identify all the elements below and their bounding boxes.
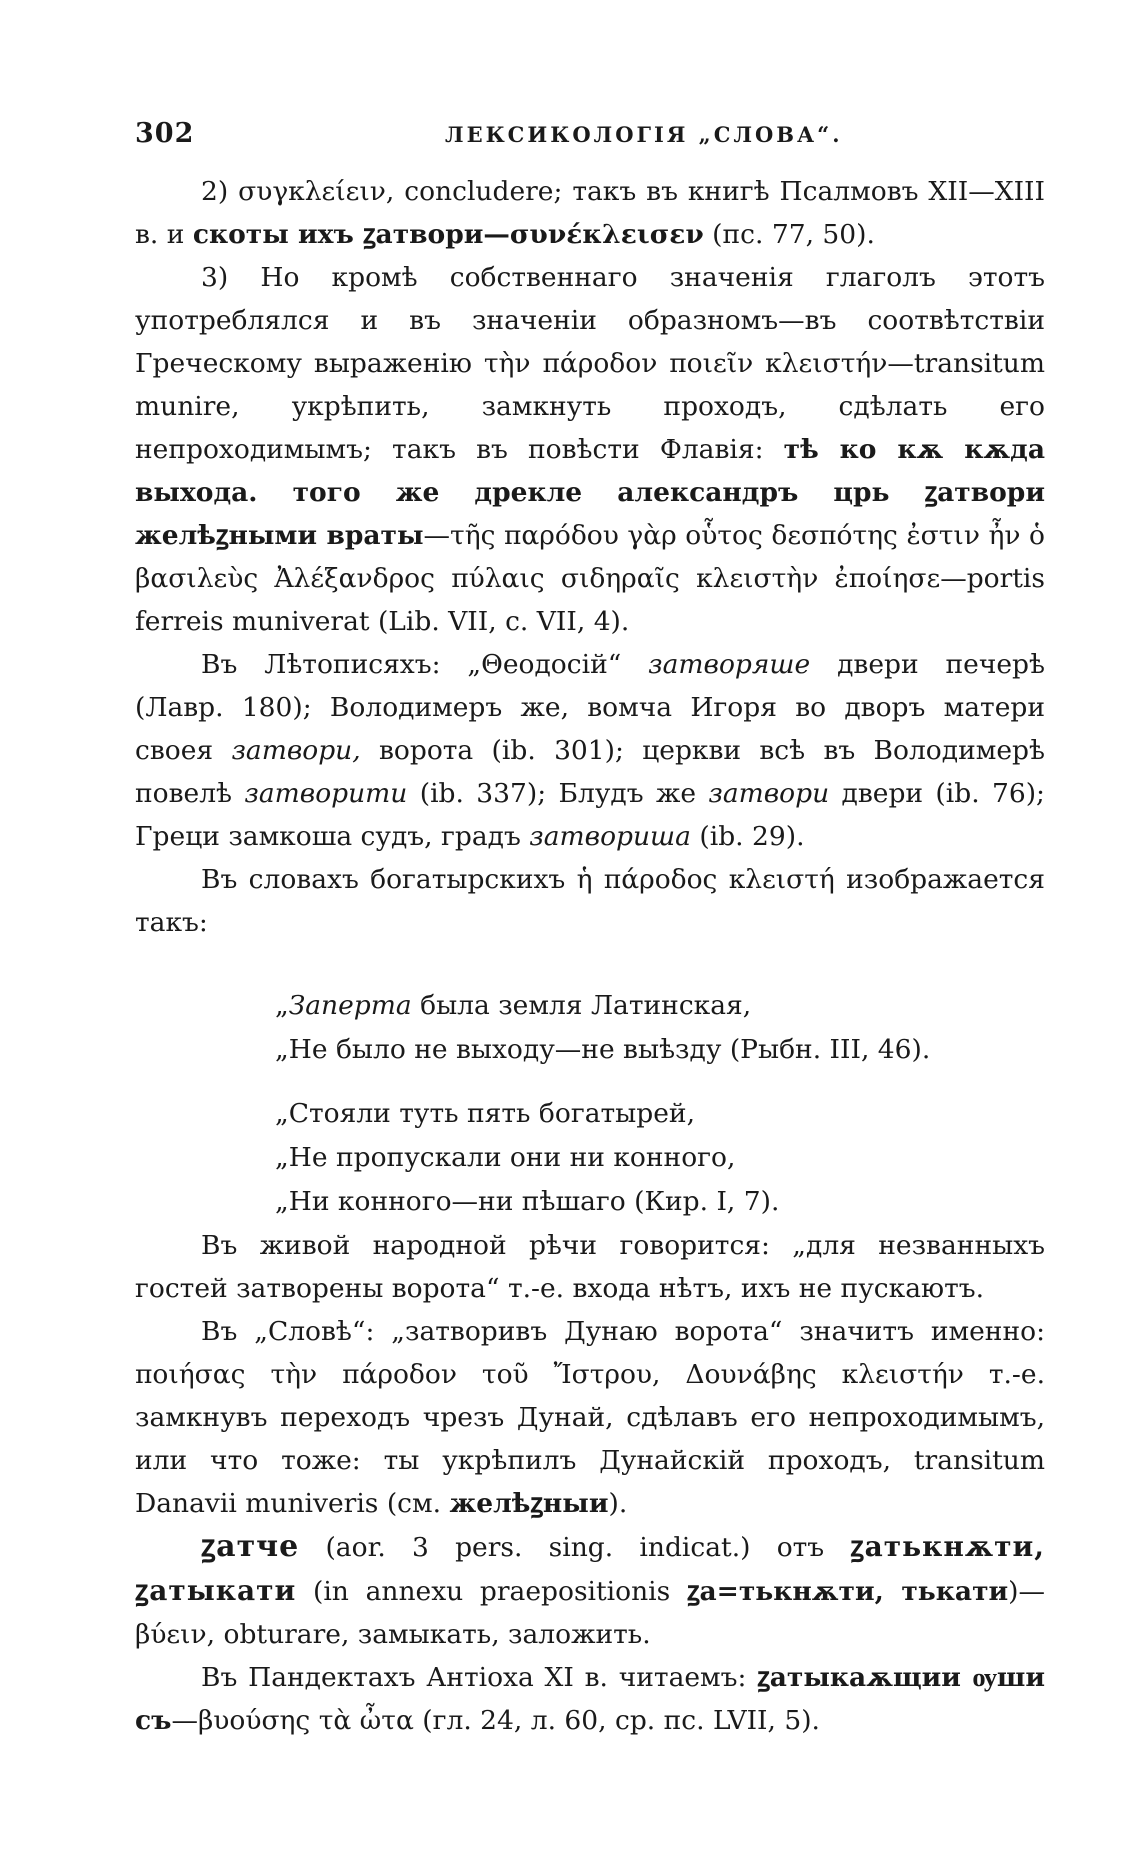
- body-text: [135, 170, 1045, 1742]
- italic-term: затвори,: [231, 735, 361, 766]
- italic-term: затворяше: [648, 649, 811, 680]
- text-run: ворота (ib. 301); церкви всѣ въ Володимерѣ повелѣ: [135, 735, 1045, 809]
- dictionary-entry: [135, 1525, 1045, 1656]
- text-run: Въ Лѣтописяхъ: „Θеодосій“: [201, 649, 649, 680]
- verse-line: [275, 984, 1045, 1028]
- text-run: (in annexu praepositionis: [296, 1576, 687, 1607]
- text-run: была земля Латинская,: [411, 990, 752, 1021]
- text-run: 3) Но кромѣ собственнаго значенія глаголъ этотъ употреблялся и въ значеніи образномъ—въ соотвѣтствіи Греческому выраженію τὴν πάροδον ποιεῖν κλειστήν—transitum munire, укрѣпить, замкнуть проходъ, сдѣлать его непроходимымъ; такъ въ повѣсти Флавія:: [135, 262, 1045, 465]
- running-title: ЛЕКСИКОЛОГІЯ „СЛОВА“.: [445, 122, 843, 147]
- slavonic-quote: тѣ ко кѫ кѫда выхода. того же дрекле александръ црь ꙁатвори желѣꙁными враты: [135, 434, 1045, 551]
- text-run: Въ „Словѣ“: „затворивъ Дунаю ворота“ значитъ именно: ποιήσας τὴν πάροδον τοῦ Ἴστρου, Δουνάβης κλειστήν т.-е. замкнувъ переходъ чрезъ Дунай, сдѣлавъ его непроходимымъ, или что тоже: ты укрѣпилъ Дунайскій проходъ, transitum Danavii muniveris (см.: [135, 1316, 1045, 1519]
- paragraph-slovo: [135, 1310, 1045, 1525]
- page-header: [135, 118, 1035, 154]
- paragraph-chronicles: [135, 643, 1045, 858]
- text-run: (ib. 337); Блудъ же: [407, 778, 709, 809]
- italic-term: Заперта: [288, 990, 412, 1021]
- text-run: „: [275, 990, 289, 1021]
- italic-term: затвори: [708, 778, 830, 809]
- slavonic-term: ꙁа=тькнѫти, тькати: [686, 1576, 1009, 1607]
- text-run: Въ Пандектахъ Антіоха XI в. читаемъ:: [201, 1662, 758, 1693]
- text-run: (ib. 29).: [690, 821, 805, 852]
- text-run: двери печерѣ (Лавр. 180); Володимеръ же, вомча Игоря во дворъ матери своея: [135, 649, 1045, 766]
- verse-quote-1: [275, 984, 1045, 1072]
- page-number: 302: [135, 118, 195, 149]
- paragraph-folk-speech: Въ живой народной рѣчи говорится: „для незванныхъ гостей затворены ворота“ т.-е. входа нѣтъ, ихъ не пускаютъ.: [135, 1230, 1045, 1304]
- text-run: (aor. 3 pers. sing. indicat.) отъ: [299, 1532, 851, 1563]
- text-run: )—βύειν, obturare, замыкать, заложить.: [135, 1576, 1046, 1650]
- text-run: (пс. 77, 50).: [703, 219, 875, 250]
- paragraph-sense-2: [135, 170, 1045, 256]
- slavonic-term: ꙁатькнѫти, ꙁатыкати: [135, 1530, 1045, 1607]
- slavonic-quote: ꙁатыкаѫщии ѹши съ: [135, 1662, 1045, 1736]
- entry-headword: ꙁатче: [201, 1529, 300, 1564]
- verse-line: „Стояли туть пять богатырей,: [275, 1098, 695, 1129]
- verse-line: „Не пропускали они ни конного,: [275, 1142, 736, 1173]
- text-run: ).: [608, 1488, 628, 1519]
- verse-quote-2: [275, 1092, 1045, 1224]
- paragraph-byliny: Въ словахъ богатырскихъ ἡ πάροδος κλειστή изображается такъ:: [135, 864, 1045, 938]
- text-run: —βυούσης τὰ ὦτα (гл. 24, л. 60, ср. пс. LVII, 5).: [171, 1705, 820, 1736]
- text-run: 2) συγκλείειν, concludere; такъ въ книгѣ Псалмовъ XII—XIII в. и: [135, 176, 1045, 250]
- text-run: двери (ib. 76); Греци замкоша судъ, градъ: [135, 778, 1045, 852]
- italic-term: затворити: [244, 778, 408, 809]
- paragraph-sense-3: [135, 256, 1045, 643]
- cross-reference: желѣꙁныи: [449, 1488, 609, 1519]
- verse-line: „Не было не выходу—не выѣзду (Рыбн. III, 46).: [275, 1034, 931, 1065]
- slavonic-quote: скоты ихъ ꙁатвори—συνέκλεισεν: [192, 219, 704, 250]
- text-run: —τῆς παρόδου γὰρ οὗτος δεσπότης ἐστιν ἦν ὁ βασιλεὺς Ἀλέξανδρος πύλαις σιδηραῖς κλειστὴν ἐποίησε—portis ferreis muniverat (Lib. VII, c. VII, 4).: [135, 520, 1045, 637]
- verse-line: „Ни конного—ни пѣшаго (Кир. I, 7).: [275, 1186, 780, 1217]
- italic-term: затвориша: [529, 821, 691, 852]
- paragraph-pandects: [135, 1656, 1045, 1742]
